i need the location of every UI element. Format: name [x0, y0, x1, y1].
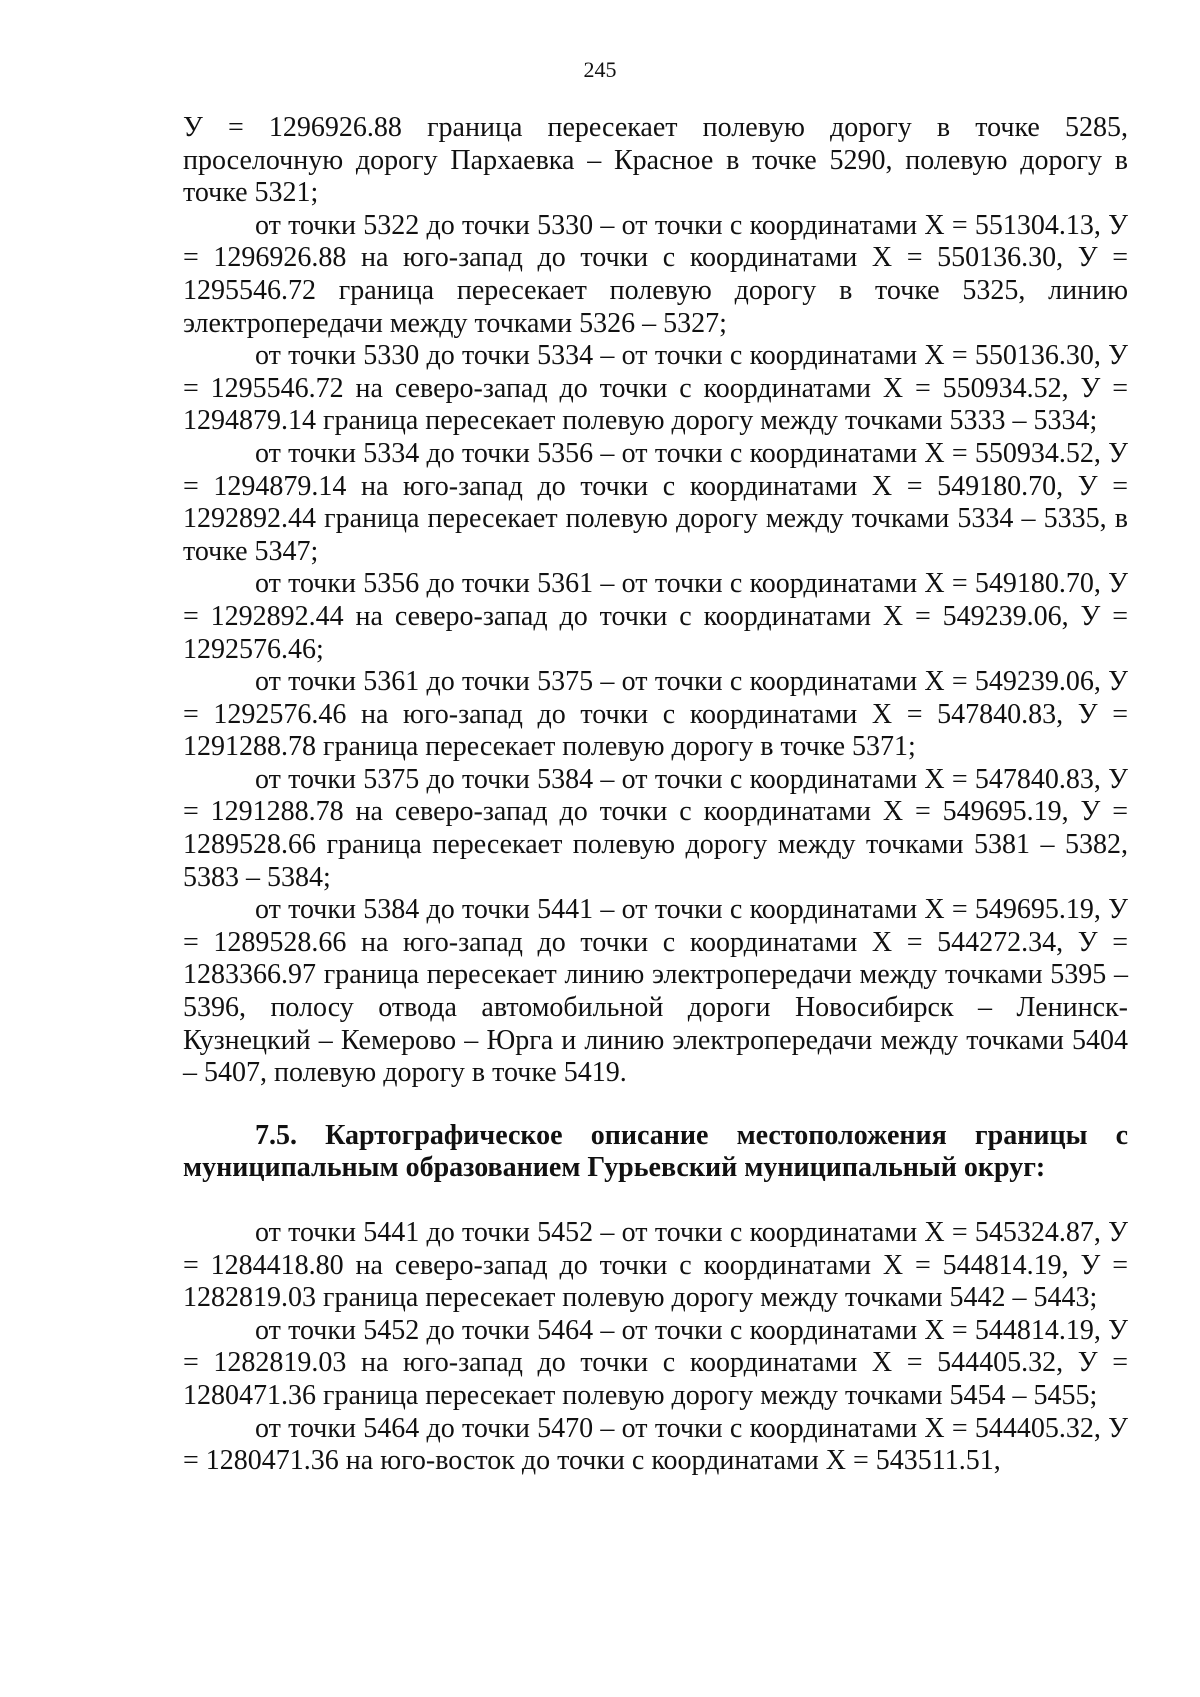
- paragraph: от точки 5452 до точки 5464 – от точки с координатами X = 544814.19, У = 1282819.03 на юго-запад до точки с координатами X = 544405.32, У = 1280471.36 граница пересекает полевую дорогу между точками 5454 – 5455;: [183, 1314, 1128, 1411]
- paragraphs-before: [183, 112, 1128, 1090]
- paragraph: от точки 5322 до точки 5330 – от точки с координатами X = 551304.13, У = 1296926.88 на юго-запад до точки с координатами X = 550136.30, У = 1295546.72 граница пересекает полевую дорогу в точке 5325, линию электропередачи между точками 5326 – 5327;: [183, 209, 1128, 339]
- paragraph: от точки 5330 до точки 5334 – от точки с координатами X = 550136.30, У = 1295546.72 на северо-запад до точки с координатами X = 550934.52, У = 1294879.14 граница пересекает полевую дорогу между точками 5333 – 5334;: [183, 340, 1128, 437]
- paragraph: от точки 5384 до точки 5441 – от точки с координатами X = 549695.19, У = 1289528.66 на юго-запад до точки с координатами X = 544272.34, У = 1283366.97 граница пересекает линию электропередачи между точками 5395 – 5396, полосу отвода автомобильной дороги Новосибирск – Ленинск-Кузнецкий – Кемерово – Юрга и линию электропередачи между точками 5404 – 5407, полевую дорогу в точке 5419.: [183, 894, 1128, 1089]
- paragraph: от точки 5375 до точки 5384 – от точки с координатами X = 547840.83, У = 1291288.78 на северо-запад до точки с координатами X = 549695.19, У = 1289528.66 граница пересекает полевую дорогу между точками 5381 – 5382, 5383 – 5384;: [183, 763, 1128, 893]
- section-heading: 7.5. Картографическое описание местоположения границы с муниципальным образованием Гурьевский муниципальный округ:: [183, 1119, 1128, 1184]
- paragraph: У = 1296926.88 граница пересекает полевую дорогу в точке 5285, проселочную дорогу Пархаевка – Красное в точке 5290, полевую дорогу в точке 5321;: [183, 112, 1128, 209]
- paragraphs-after: [183, 1217, 1128, 1478]
- spacer: [183, 1185, 1128, 1217]
- page-number: 245: [583, 57, 617, 82]
- paragraph: от точки 5334 до точки 5356 – от точки с координатами X = 550934.52, У = 1294879.14 на юго-запад до точки с координатами X = 549180.70, У = 1292892.44 граница пересекает полевую дорогу между точками 5334 – 5335, в точке 5347;: [183, 437, 1128, 567]
- paragraph: от точки 5441 до точки 5452 – от точки с координатами X = 545324.87, У = 1284418.80 на северо-запад до точки с координатами X = 544814.19, У = 1282819.03 граница пересекает полевую дорогу между точками 5442 – 5443;: [183, 1217, 1128, 1314]
- paragraph: от точки 5361 до точки 5375 – от точки с координатами X = 549239.06, У = 1292576.46 на юго-запад до точки с координатами X = 547840.83, У = 1291288.78 граница пересекает полевую дорогу в точке 5371;: [183, 666, 1128, 763]
- paragraph: от точки 5464 до точки 5470 – от точки с координатами X = 544405.32, У = 1280471.36 на юго-восток до точки с координатами X = 543511.51,: [183, 1412, 1128, 1477]
- paragraph: от точки 5356 до точки 5361 – от точки с координатами X = 549180.70, У = 1292892.44 на северо-запад до точки с координатами X = 549239.06, У = 1292576.46;: [183, 568, 1128, 665]
- document-body: [183, 112, 1128, 1478]
- spacer: [183, 1090, 1128, 1120]
